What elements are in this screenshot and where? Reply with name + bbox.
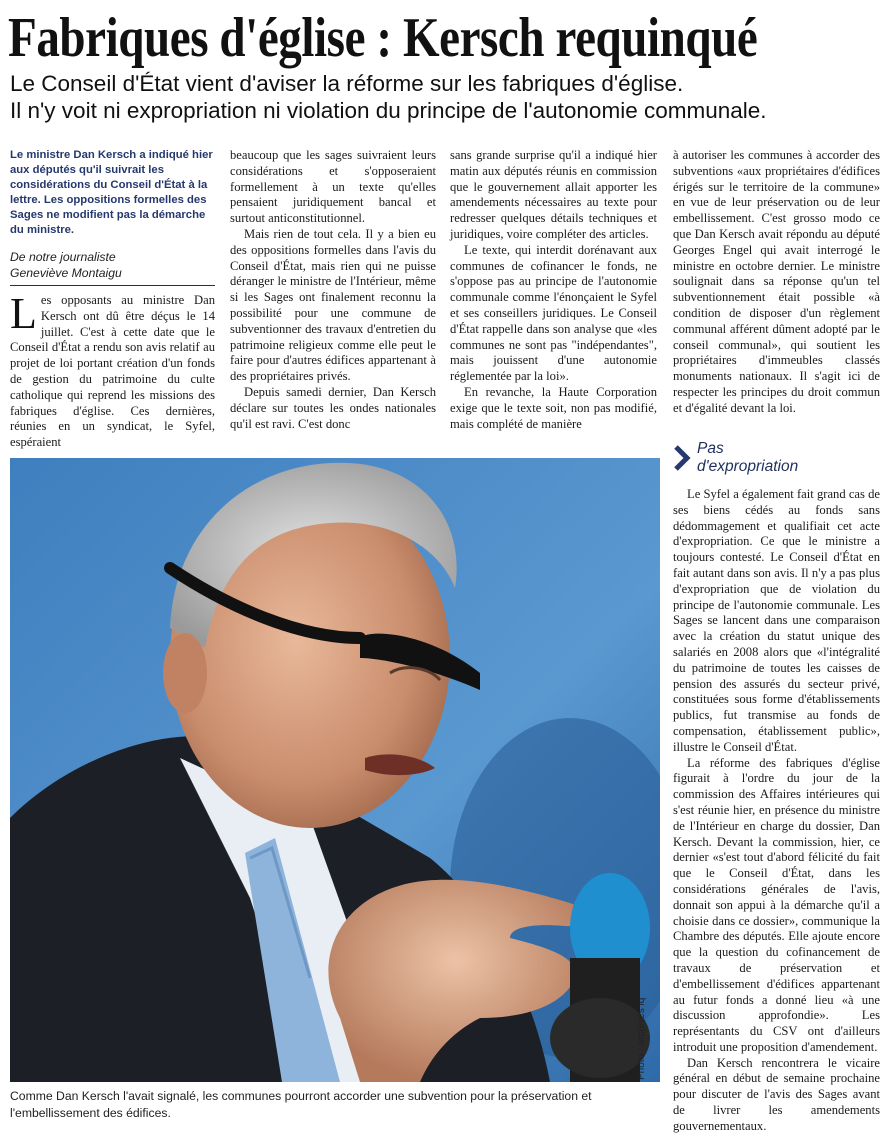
article-paragraph: En revanche, la Haute Corporation exige que le texte soit, non pas modifié, mais complété de manière bbox=[450, 384, 657, 431]
article-paragraph: à autoriser les communes à accorder des subventions «aux propriétaires d'édifices érigés sur le territoire de la commune» en vue de leur préservation ou de leur embellissement. C'est grosso modo ce que Dan Kersch avait répondu au député Georges Engel qui avait interrogé le ministre en octobre dernier. Le ministre soulignait dans sa réponse qu'un tel subventionnement était possible «à condition de disposer d'un règlement communal afférent dûment adopté par le conseil communal», qui soutient les propriétaires d'immeubles classés monuments nationaux. Il s'agit ici de respecter les principes du droit commun et d'égalité devant la loi. bbox=[673, 148, 880, 415]
article-column-5 bbox=[673, 487, 880, 1135]
byline-label: De notre journaliste bbox=[10, 250, 116, 264]
article-paragraph: Mais rien de tout cela. Il y a bien eu des oppositions formelles dans l'avis du Conseil d'État, mais rien qui ne puisse déranger le ministre de l'Intérieur, même si les Sages ont finalement reconnu la possibilité pour une commune de subventionner des travaux d'entretien du patrimoine religieux comme elle peut le faire pour d'autres édifices appartenant à des propriétaires privés. bbox=[230, 226, 436, 384]
subhead-line: d'expropriation bbox=[697, 458, 799, 475]
headline: Fabriques d'église : Kersch requinqué bbox=[8, 7, 758, 69]
drop-cap: L bbox=[10, 289, 37, 338]
article-column-3 bbox=[450, 148, 657, 432]
article-paragraph: Dan Kersch rencontrera le vicaire général en début de semaine prochaine pour discuter de l'avis des Sages avant de livrer les amendements gouvernementaux. bbox=[673, 1055, 880, 1133]
article-column-1 bbox=[10, 289, 215, 451]
lead-paragraph: Le ministre Dan Kersch a indiqué hier aux députés qu'il suivrait les considérations du Conseil d'État à la lettre. Les oppositions formelles des Sages ne modifient pas la démarche du ministre. bbox=[10, 149, 213, 236]
article-paragraph: Le texte, qui interdit dorénavant aux communes de cofinancer le fonds, ne s'oppose pas au principe de l'autonomie communale comme l'énonçaient le Syfel et ses conseillers juridiques. Le Conseil d'État rappelle dans son analyse que «les communes ne sont pas "indépendantes", mais jouissent d'une autonomie réglementée par la loi». bbox=[450, 242, 657, 384]
article-paragraph: La réforme des fabriques d'église figurait à l'ordre du jour de la commission des Affaires intérieures qui s'est réunie hier, en présence du ministre de l'Intérieur en charge du dossier, Dan Kersch. Devant la commission, hier, ce dernier «s'est tout d'abord félicité du fait que le Conseil d'État, dans les considérations générales de l'avis, donnait son appui à la démarche qu'il a choisie dans ce dossier», communique la Chambre des députés. Elle ajoute encore que la question du cofinancement de travaux de préservation et d'embellissement d'édifices appartenant au futur fonds a donné lieu «à une discussion approfondie». Les représentants du CSV ont d'ailleurs introduit une proposition d'amendement. bbox=[673, 755, 880, 1054]
standfirst bbox=[10, 70, 890, 124]
standfirst-line: Le Conseil d'État vient d'aviser la réforme sur les fabriques d'église. bbox=[10, 71, 684, 96]
article-paragraph: Depuis samedi dernier, Dan Kersch déclare sur toutes les ondes nationales qu'il est ravi. C'est donc bbox=[230, 384, 436, 431]
article-paragraph: Le Syfel a également fait grand cas de ses biens cédés au fonds sans dédommagement et qualifiait cet acte d'expropriation. Ce que le ministre a toujours contesté. Le Conseil d'État en fait autant dans son avis. Il n'y a pas plus d'expropriation que de violation du principe de l'autonomie communale. Les Sages se lancent dans une comparaison avec la création du statut unique des salariés en 2008 alors que «l'intégralité du patrimoine de toutes les caisses de pension des assurés du secteur privé, constituées sous forme d'établissements publics, fut transmise au fonds de compensation, établissement public», illustre le Conseil d'État. bbox=[673, 487, 880, 754]
standfirst-line: Il n'y voit ni expropriation ni violation du principe de l'autonomie communale. bbox=[10, 98, 767, 123]
article-paragraph: beaucoup que les sages suivraient leurs considérations et s'opposeraient formellement à un texte qu'elles pensaient juridiquement bancal et surtout anticonstitutionnel. bbox=[230, 148, 436, 226]
byline bbox=[10, 249, 215, 286]
article-column-4 bbox=[673, 148, 880, 417]
byline-author: Geneviève Montaigu bbox=[10, 266, 122, 280]
article-paragraph bbox=[10, 289, 215, 451]
chevron-right-icon bbox=[673, 444, 693, 472]
photo-credit: Photo : archives lq bbox=[636, 997, 647, 1080]
article-text: es opposants au ministre Dan Kersch ont dû être déçus le 14 juillet. C'est à cette date que le Conseil d'État a rendu son avis relatif au projet de loi portant création d'un fonds de gestion du patrimoine du culte catholique qui reprend les missions des fabriques d'église. Ces dernières, réunies en un syndicat, le Syfel, espéraient bbox=[10, 293, 215, 450]
photo-caption: Comme Dan Kersch l'avait signalé, les communes pourront accorder une subvention pour la préservation et l'embellissement des édifices. bbox=[10, 1089, 592, 1120]
portrait-illustration bbox=[10, 458, 660, 1082]
article-paragraph: sans grande surprise qu'il a indiqué hier matin aux députés réunis en commission que le gouvernement allait apporter les amendements nécessaires au texte pour redresser quelques détails techniques et juridiques, voire compléter des articles. bbox=[450, 148, 657, 241]
article-column-2 bbox=[230, 148, 436, 432]
article-photo bbox=[10, 458, 660, 1082]
subhead-line: Pas bbox=[697, 440, 724, 457]
subhead bbox=[673, 440, 883, 476]
